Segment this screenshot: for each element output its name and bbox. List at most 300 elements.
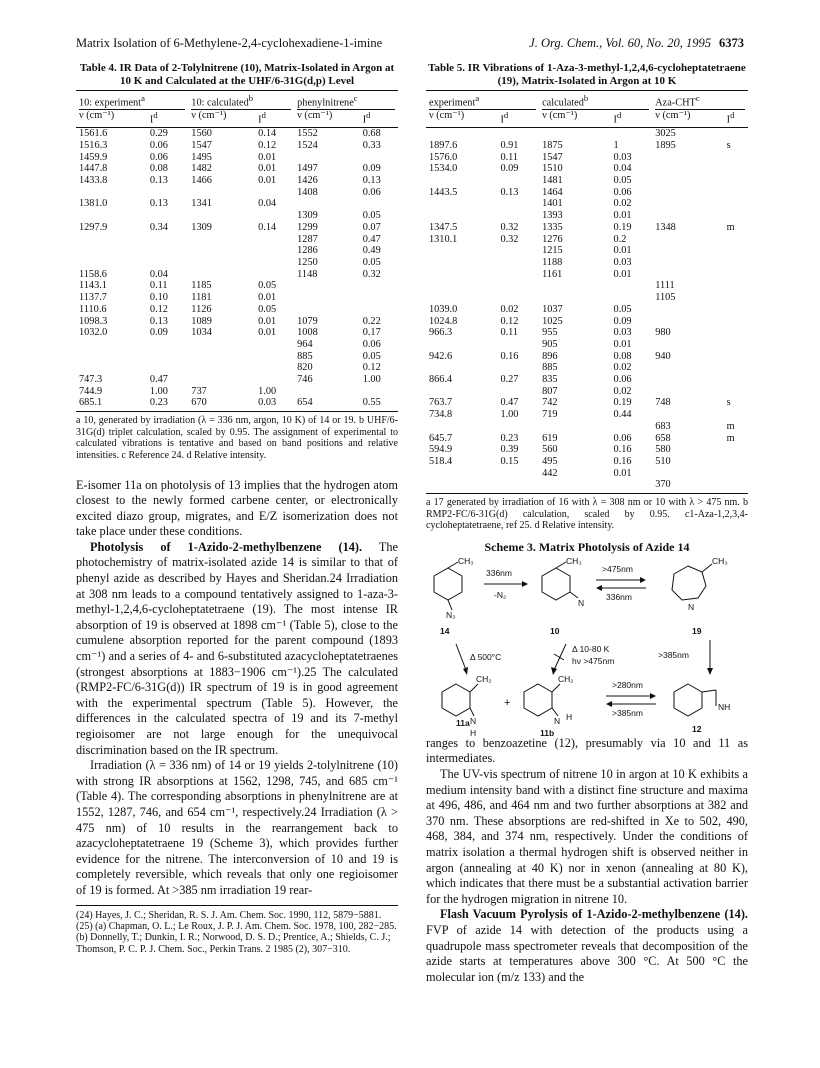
table-cell: 0.06	[613, 374, 632, 386]
table-cell	[652, 409, 723, 421]
table4-caption: Table 4. IR Data of 2-Tolylnitrene (10), Matrix-Isolated in Argon at 10 K and Calculated at the UHF/6-31G(d,p) Level	[79, 62, 395, 87]
table-cell: 1215	[542, 245, 563, 257]
table-cell	[255, 374, 294, 386]
table-row	[426, 187, 748, 199]
table-row	[76, 327, 398, 339]
table-row	[76, 128, 398, 140]
table-cell: 0.68	[362, 128, 381, 140]
table-cell	[255, 245, 294, 257]
table-cell: 0.04	[258, 198, 277, 210]
table-cell	[426, 421, 497, 433]
compound-10-label: 10	[550, 625, 560, 636]
paragraph: Flash Vacuum Pyrolysis of 1-Azido-2-methylbenzene (14). FVP of azide 14 with detection of the products using a quadrupole mass spectrometer reveals that decomposition of the azide starts at temperatures above 300 °C. At 500 °C the molecular ion (m/z 133) and the	[426, 907, 748, 984]
table-cell	[497, 175, 539, 187]
compound-12-structure	[674, 684, 716, 716]
table-cell: 980	[655, 327, 671, 339]
table-cell: m	[726, 221, 735, 233]
table-cell: 560	[542, 444, 558, 456]
table-cell: 0.13	[149, 315, 168, 327]
running-title: Matrix Isolation of 6-Methylene-2,4-cyclohexadiene-1-imine	[76, 36, 383, 50]
table-row	[76, 304, 398, 316]
table-cell: s	[726, 397, 731, 409]
table-cell: 594.9	[429, 444, 453, 456]
table-cell	[652, 362, 723, 374]
table-cell: 0.19	[613, 397, 632, 409]
table-cell	[188, 210, 255, 222]
arrowhead	[640, 577, 646, 583]
table-cell: 0.10	[149, 292, 168, 304]
table-row	[426, 433, 748, 445]
table-cell: 1185	[191, 280, 212, 292]
table-cell	[497, 269, 539, 281]
table-cell: 370	[652, 479, 723, 493]
table-cell	[652, 210, 723, 222]
table-cell: 1286	[297, 245, 318, 257]
table-cell: 645.7	[429, 432, 453, 444]
table-cell: 0.14	[258, 221, 277, 233]
table-cell	[294, 386, 360, 398]
arrowhead	[596, 585, 602, 591]
table-row	[426, 468, 748, 480]
table-cell: 748	[655, 397, 671, 409]
table-cell: 1560	[191, 128, 212, 140]
table-cell	[652, 234, 723, 246]
table-cell	[426, 198, 497, 210]
table-cell: 0.06	[149, 151, 168, 163]
table-cell	[539, 280, 610, 292]
table-cell: 1025	[542, 315, 563, 327]
table-cell: 0.34	[149, 221, 168, 233]
table-cell: 0.06	[613, 186, 632, 198]
table-cell	[426, 269, 497, 281]
left-column	[76, 62, 398, 955]
table-cell: 0.06	[362, 186, 381, 198]
table-cell	[188, 351, 255, 363]
column-header: $I^d$	[497, 110, 539, 128]
compound-10-structure	[542, 562, 578, 600]
table-cell: 1447.8	[79, 163, 108, 175]
table-row	[76, 257, 398, 269]
table-cell: 0.06	[613, 432, 632, 444]
table-cell	[724, 468, 748, 480]
table-cell: 0.32	[500, 233, 519, 245]
table-row	[76, 140, 398, 152]
arrow-label: Δ 500°C	[470, 651, 502, 662]
table-cell	[539, 128, 610, 140]
table-cell: 763.7	[429, 397, 453, 409]
n3-label: N₃	[446, 609, 456, 620]
table-cell: 1008	[297, 327, 318, 339]
table-row	[76, 163, 398, 175]
table-cell: 0.05	[362, 210, 381, 222]
arrow-label: 336nm	[606, 591, 632, 602]
table-cell: 1897.6	[429, 139, 458, 151]
table-cell	[76, 210, 147, 222]
table-cell: 0.09	[362, 163, 381, 175]
table-cell: 1098.3	[79, 315, 108, 327]
table-cell: 0.23	[500, 432, 519, 444]
table-cell	[724, 187, 748, 199]
h-label: H	[566, 711, 573, 722]
table-cell	[652, 187, 723, 199]
table-cell: 0.91	[500, 139, 519, 151]
table-row	[426, 280, 748, 292]
table-cell	[76, 234, 147, 246]
table-cell	[652, 163, 723, 175]
column-header: $I^d$	[360, 110, 398, 128]
table-cell: 1158.6	[79, 268, 107, 280]
table-cell	[255, 187, 294, 199]
table-cell	[724, 339, 748, 351]
table-cell	[724, 163, 748, 175]
table-cell	[147, 187, 188, 199]
table-cell: 0.16	[613, 455, 632, 467]
table-cell	[188, 374, 255, 386]
table-cell: 1034	[191, 327, 212, 339]
table-cell: 658	[655, 432, 671, 444]
table-cell: 683	[655, 420, 671, 432]
table-row	[76, 269, 398, 281]
table-cell	[611, 280, 653, 292]
table-cell	[188, 257, 255, 269]
table-cell: 0.2	[613, 233, 627, 245]
table-cell: 654	[294, 397, 360, 411]
table-cell: 1534.0	[429, 163, 458, 175]
table-row	[76, 152, 398, 164]
table-cell	[426, 257, 497, 269]
table-cell: 1347.5	[429, 221, 458, 233]
table-cell	[724, 175, 748, 187]
arrowhead	[463, 667, 468, 675]
table-cell	[255, 362, 294, 374]
table-cell: 0.09	[149, 327, 168, 339]
compound-14-structure	[434, 562, 462, 610]
column-header: $I^d$	[147, 110, 188, 128]
table-cell: 0.13	[362, 175, 381, 187]
table-cell: 0.02	[613, 198, 632, 210]
table-cell	[426, 280, 497, 292]
table-cell: 442	[542, 467, 558, 479]
table-cell: 737	[191, 385, 207, 397]
scheme3-drawing	[426, 555, 748, 738]
table-cell: 0.01	[258, 151, 277, 163]
table-cell: 955	[542, 327, 558, 339]
table-cell	[724, 409, 748, 421]
table-cell: 1341	[191, 198, 212, 210]
table-row	[426, 292, 748, 304]
table-row	[76, 210, 398, 222]
table-cell: 1547	[191, 139, 212, 151]
table-cell: 0.16	[500, 350, 519, 362]
table-cell: 1466	[191, 175, 212, 187]
table-row	[76, 222, 398, 234]
table-row	[426, 245, 748, 257]
arrowhead	[606, 701, 612, 707]
arrow-label: 336nm	[486, 567, 512, 578]
table-cell	[652, 269, 723, 281]
table-cell: 0.23	[147, 397, 188, 411]
table-row	[426, 456, 748, 468]
table-cell	[497, 362, 539, 374]
table-cell: 1393	[542, 210, 563, 222]
table-cell	[294, 304, 360, 316]
table-cell	[652, 245, 723, 257]
table-cell: 0.08	[149, 163, 168, 175]
table-cell	[426, 339, 497, 351]
table-cell: 0.08	[613, 350, 632, 362]
section-heading: Photolysis of 1-Azido-2-methylbenzene (14).	[90, 539, 363, 554]
table-cell	[497, 386, 539, 398]
table-cell: 0.03	[613, 256, 632, 268]
table-row	[426, 175, 748, 187]
table-row	[76, 386, 398, 398]
column-group-header: 10: calculated$^b$	[188, 91, 294, 111]
table5-caption: Table 5. IR Vibrations of 1-Aza-3-methyl-1,2,4,6-cycloheptatetraene (19), Matrix-Isolated in Argon at 10 K	[428, 62, 746, 87]
arrow-label: >385nm	[658, 649, 689, 660]
references	[76, 905, 398, 956]
table-cell: 940	[655, 350, 671, 362]
table-cell	[294, 152, 360, 164]
table-cell: s	[726, 139, 731, 151]
table-cell: 1576.0	[429, 151, 458, 163]
table-cell	[611, 292, 653, 304]
table-cell: 905	[542, 338, 558, 350]
table-cell	[360, 304, 398, 316]
table-cell	[652, 316, 723, 328]
table-cell: 1459.9	[79, 151, 108, 163]
table-cell: 1276	[542, 233, 563, 245]
arrowhead	[522, 581, 528, 587]
table-cell: 1547	[542, 151, 563, 163]
table-cell: 896	[542, 350, 558, 362]
table-cell	[426, 210, 497, 222]
table-row	[426, 152, 748, 164]
table-cell: 1408	[297, 186, 318, 198]
table-cell: 0.06	[362, 338, 381, 350]
table-cell	[652, 386, 723, 398]
table-cell: 1299	[297, 221, 318, 233]
table-cell	[188, 362, 255, 374]
table-cell: 0.33	[362, 139, 381, 151]
table-cell	[76, 362, 147, 374]
table-cell	[497, 210, 539, 222]
table-row	[76, 339, 398, 351]
table-cell	[539, 421, 610, 433]
table-cell	[724, 210, 748, 222]
table-cell	[497, 339, 539, 351]
table-cell	[497, 257, 539, 269]
table-cell	[147, 245, 188, 257]
table-cell: 619	[542, 432, 558, 444]
table-cell: 0.04	[149, 268, 168, 280]
table-cell: 0.09	[613, 315, 632, 327]
table5-footnote: a 17 generated by irradiation of 16 with λ = 308 nm or 10 with λ > 475 nm. b RMP2-FC/6-31G(d) calculation, scaled by 0.95. c1-Aza-1,2,3,4-cycloheptatetraene, ref 25. d Relative intensity.	[426, 497, 748, 532]
table-cell: 0.07	[362, 221, 381, 233]
table-cell: 1895	[655, 139, 676, 151]
table-cell	[497, 468, 539, 480]
table-cell: 0.17	[362, 327, 381, 339]
table-cell: 0.19	[613, 221, 632, 233]
table-cell: 1516.3	[79, 139, 108, 151]
table-cell	[611, 479, 653, 493]
table-cell	[724, 304, 748, 316]
table-row	[76, 175, 398, 187]
table-cell	[497, 292, 539, 304]
table-row	[426, 222, 748, 234]
table-row	[426, 304, 748, 316]
table-cell: 0.11	[500, 327, 519, 339]
table-row	[426, 397, 748, 409]
table-cell: 0.05	[613, 175, 632, 187]
table-cell	[147, 362, 188, 374]
ch2-label: CH₂	[476, 673, 492, 684]
table-cell	[497, 479, 539, 493]
table-cell: 0.13	[500, 186, 519, 198]
table-row	[76, 351, 398, 363]
table-cell: 0.04	[613, 163, 632, 175]
table-cell	[147, 210, 188, 222]
table-cell: 966.3	[429, 327, 453, 339]
table-cell: m	[726, 420, 735, 432]
table-cell: 0.05	[362, 350, 381, 362]
table-row	[76, 234, 398, 246]
table-cell: 0.05	[362, 256, 381, 268]
table-row	[426, 128, 748, 140]
table-row	[426, 140, 748, 152]
table-cell: 0.02	[613, 362, 632, 374]
table-cell: 1287	[297, 233, 318, 245]
table-cell	[724, 327, 748, 339]
table-cell: 964	[297, 338, 313, 350]
table-cell: 1.00	[362, 374, 381, 386]
table-cell	[652, 304, 723, 316]
table-cell	[724, 456, 748, 468]
table-cell	[188, 234, 255, 246]
table-cell	[294, 292, 360, 304]
table-cell: 0.13	[149, 175, 168, 187]
table-cell: 866.4	[429, 374, 453, 386]
table-cell: 0.05	[258, 280, 277, 292]
table-cell	[497, 245, 539, 257]
table-cell: 1089	[191, 315, 212, 327]
table-cell	[724, 128, 748, 140]
table-cell	[652, 257, 723, 269]
table-row	[426, 316, 748, 328]
table-cell: 1497	[297, 163, 318, 175]
ch2-label: CH₂	[558, 673, 574, 684]
table-cell	[652, 468, 723, 480]
table-cell: 0.02	[613, 385, 632, 397]
table-cell: 1137.7	[79, 292, 107, 304]
table-row	[76, 292, 398, 304]
compound-11a-structure	[442, 684, 478, 716]
table-cell: 1348	[655, 221, 676, 233]
table-cell	[426, 128, 497, 140]
table-cell: 0.39	[500, 444, 519, 456]
table-cell	[147, 257, 188, 269]
table-cell: 1310.1	[429, 233, 458, 245]
table-cell	[724, 152, 748, 164]
table-cell: 1.00	[149, 385, 168, 397]
table-cell: 0.55	[360, 397, 398, 411]
column-group-header: calculated$^b$	[539, 91, 652, 111]
table-cell	[360, 152, 398, 164]
table-cell	[724, 257, 748, 269]
column-header: ν (cm⁻¹)	[652, 110, 723, 128]
table-cell: 0.47	[362, 233, 381, 245]
right-column	[426, 62, 748, 985]
table-cell	[652, 198, 723, 210]
table-cell: 1079	[297, 315, 318, 327]
table-row	[426, 327, 748, 339]
table-cell	[652, 152, 723, 164]
table-cell: 742	[542, 397, 558, 409]
table-cell: 734.8	[429, 409, 453, 421]
table-cell	[255, 269, 294, 281]
table-cell	[611, 421, 653, 433]
table-cell	[360, 386, 398, 398]
column-header: ν (cm⁻¹)	[188, 110, 255, 128]
arrow-label: -N₂	[494, 589, 507, 600]
arrow-label: >280nm	[612, 679, 643, 690]
table-cell	[255, 257, 294, 269]
column-header: $I^d$	[255, 110, 294, 128]
table-cell: 885	[542, 362, 558, 374]
table-cell: 0.29	[149, 128, 168, 140]
table-cell: 1875	[542, 139, 563, 151]
arrow-label: Δ 10-80 K	[572, 643, 610, 654]
table-cell	[724, 245, 748, 257]
column-group-header: phenylnitrene$^c$	[294, 91, 398, 111]
table-cell: m	[726, 432, 735, 444]
column-header: ν (cm⁻¹)	[76, 110, 147, 128]
table4-footnote: a 10, generated by irradiation (λ = 336 nm, argon, 10 K) of 14 or 19. b UHF/6-31G(d) triplet calculation, scaled by 0.95. The assignment of experimental to calculated vibrations is tentative and based on band positions and relative intensities. c Reference 24. d Relative intensity.	[76, 415, 398, 461]
compound-14-label: 14	[440, 625, 450, 636]
table-cell	[188, 245, 255, 257]
table-cell: 1126	[191, 303, 212, 315]
table-cell: 0.03	[613, 327, 632, 339]
table-cell: 670	[188, 397, 255, 411]
table-cell: 1335	[542, 221, 563, 233]
table-cell: 1188	[542, 256, 563, 268]
arrow-10-80K	[554, 644, 566, 670]
table-cell	[360, 198, 398, 210]
arrowhead	[551, 667, 557, 675]
table-cell: 1561.6	[79, 128, 108, 140]
table-cell	[426, 362, 497, 374]
table-cell: 0.03	[613, 151, 632, 163]
table-cell: 0.06	[149, 139, 168, 151]
plus-sign: +	[504, 696, 511, 709]
table-cell: 747.3	[79, 374, 103, 386]
table-row	[426, 210, 748, 222]
table-cell	[724, 292, 748, 304]
table-row	[426, 198, 748, 210]
table-cell: 1148	[297, 268, 318, 280]
table-cell: 0.01	[258, 327, 277, 339]
paragraph: Irradiation (λ = 336 nm) of 14 or 19 yields 2-tolylnitrene (10) with strong IR absorptions at 1562, 1298, 745, and 685 cm⁻¹ (Table 4). The corresponding absorptions in phenylnitrene are at 1552, 1287, 746, and 654 cm⁻¹, respectively.24 Irradiation (λ > 475 nm) of 10 results in the rearrangement back to azacycloheptatetraene 19 (Scheme 3), which provides further evidence for the nitrene. The interconversion of 10 and 19 is completely reversible, which reveals that only one regioisomer of 19 is formed. At >385 nm irradiation 19 rear-	[76, 758, 398, 897]
table-cell	[255, 351, 294, 363]
table-cell	[652, 175, 723, 187]
table-row	[426, 444, 748, 456]
column-header: $I^d$	[611, 110, 653, 128]
table-cell: 0.15	[500, 455, 519, 467]
column-header: $I^d$	[724, 110, 748, 128]
table-cell	[255, 339, 294, 351]
table-cell: 0.14	[258, 128, 277, 140]
paragraph: ranges to benzoazetine (12), presumably via 10 and 11 as intermediates.	[426, 735, 748, 766]
table-cell: 0.22	[362, 315, 381, 327]
